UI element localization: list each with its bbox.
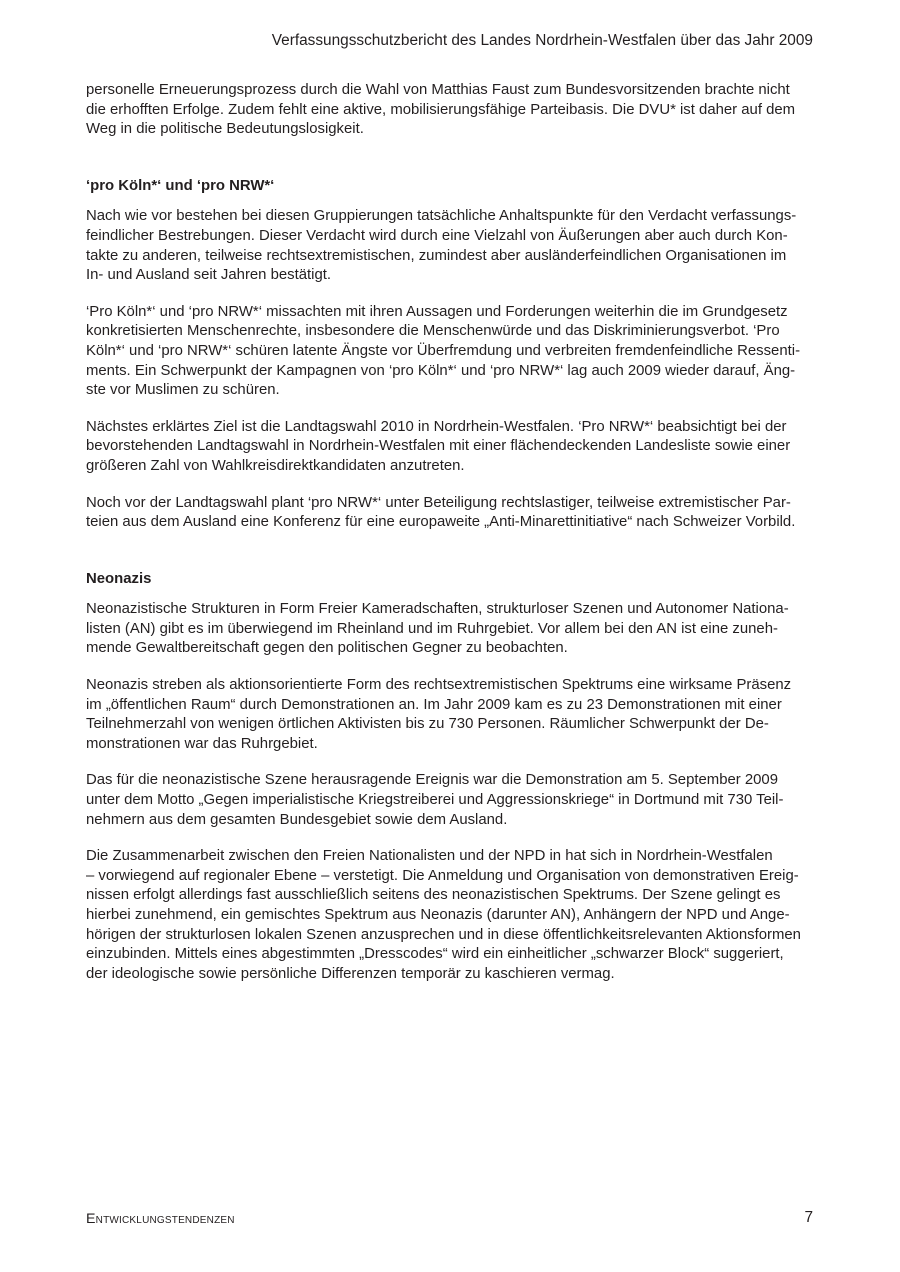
paragraph bbox=[86, 771, 814, 830]
text-line: Die Zusammenarbeit zwischen den Freien Nationalisten und der NPD in hat sich in Nordrhein-Westfalen bbox=[86, 848, 773, 865]
text-line: die erhofften Erfolge. Zudem fehlt eine aktive, mobilisierungsfähige Parteibasis. Die DVU* ist daher auf dem bbox=[86, 101, 796, 118]
text-line: personelle Erneuerungsprozess durch die Wahl von Matthias Faust zum Bundesvorsitzenden brachte nicht bbox=[86, 82, 790, 98]
text-line: im „öffentlichen Raum“ durch Demonstrationen an. Im Jahr 2009 kam es zu 23 Demonstrationen mit einer bbox=[86, 696, 782, 713]
text-line: Teilnehmerzahl von wenigen örtlichen Aktivisten bis zu 730 Personen. Räumlicher Schwerpunkt der De- bbox=[86, 716, 769, 733]
page-number: 7 bbox=[804, 1209, 813, 1226]
text-line: Das für die neonazistische Szene herausragende Ereignis war die Demonstration am 5. September 2009 bbox=[86, 772, 778, 789]
text-line: monstrationen war das Ruhrgebiet. bbox=[86, 735, 318, 752]
text-line: ste vor Muslimen zu schüren. bbox=[86, 382, 280, 399]
footer-section-label: Entwicklungstendenzen bbox=[86, 1211, 235, 1227]
text-line: ments. Ein Schwerpunkt der Kampagnen von ‘pro Köln*‘ und ‘pro NRW*‘ lag auch 2009 wieder darauf, Äng- bbox=[86, 362, 796, 379]
text-line: Nächstes erklärtes Ziel ist die Landtagswahl 2010 in Nordrhein-Westfalen. ‘Pro NRW*‘ beabsichtigt bei der bbox=[86, 418, 787, 435]
paragraph bbox=[86, 303, 814, 401]
running-header: Verfassungsschutzbericht des Landes Nordrhein-Westfalen über das Jahr 2009 bbox=[271, 32, 813, 49]
text-line: Köln*‘ und ‘pro NRW*‘ schüren latente Ängste vor Überfremdung und verbreiten fremdenfeindliche Ressenti- bbox=[86, 342, 801, 359]
text-line: nissen erfolgt allerdings fast ausschließlich seitens des neonazistischen Spektrums. Der Szene gelingt es bbox=[86, 887, 781, 904]
text-line: bevorstehenden Landtagswahl in Nordrhein-Westfalen mit einer flächendeckenden Landesliste sowie einer bbox=[86, 438, 791, 455]
paragraph bbox=[86, 676, 814, 754]
text-line: Neonazistische Strukturen in Form Freier Kameradschaften, strukturloser Szenen und Autonomer Nationa- bbox=[86, 601, 789, 618]
text-line: hierbei zunehmend, ein gemischtes Spektrum aus Neonazis (darunter AN), Anhängern der NPD und Ange- bbox=[86, 907, 790, 923]
text-line: feindlicher Bestrebungen. Dieser Verdacht wird durch eine Vielzahl von Äußerungen aber auch durch Kon- bbox=[86, 227, 788, 244]
section-heading-neonazis: Neonazis bbox=[86, 570, 152, 587]
text-line: takte zu anderen, teilweise rechtsextremistischen, zumindest aber ausländerfeindlichen Organisationen im bbox=[86, 247, 787, 264]
section-heading-pro-koeln-pro-nrw: ‘pro Köln*‘ und ‘pro NRW*‘ bbox=[86, 177, 275, 194]
text-line: – vorwiegend auf regionaler Ebene – verstetigt. Die Anmeldung und Organisation von demonstrativen Ereig- bbox=[86, 867, 799, 884]
text-line: Weg in die politische Bedeutungslosigkeit. bbox=[86, 121, 364, 138]
paragraph bbox=[86, 494, 814, 533]
text-line: größeren Zahl von Wahlkreisdirektkandidaten anzutreten. bbox=[86, 457, 465, 474]
paragraph bbox=[86, 600, 814, 659]
text-line: einzubinden. Mittels eines abgestimmten „Dresscodes“ wird ein einheitlicher „schwarzer Block“ suggeriert, bbox=[86, 946, 784, 963]
page-content bbox=[86, 81, 814, 1001]
paragraph bbox=[86, 418, 814, 477]
paragraph bbox=[86, 847, 814, 984]
text-line: listen (AN) gibt es im überwiegend im Rheinland und im Ruhrgebiet. Vor allem bei den AN ist eine zuneh- bbox=[86, 620, 778, 637]
text-line: konkretisierten Menschenrechte, insbesondere die Menschenwürde und das Diskriminierungsverbot. ‘Pro bbox=[86, 323, 780, 340]
text-line: hörigen der strukturlosen lokalen Szenen anzusprechen und in diese öffentlichkeitsrelevanten Aktionsformen bbox=[86, 926, 801, 943]
paragraph bbox=[86, 207, 814, 285]
text-line: In- und Ausland seit Jahren bestätigt. bbox=[86, 267, 332, 284]
text-line: teien aus dem Ausland eine Konferenz für eine europaweite „Anti-Minarettinitiative“ nach Schweizer Vorbild. bbox=[86, 514, 796, 531]
text-line: Nach wie vor bestehen bei diesen Gruppierungen tatsächliche Anhaltspunkte für den Verdacht verfassungs- bbox=[86, 208, 797, 225]
text-line: Noch vor der Landtagswahl plant ‘pro NRW*‘ unter Beteiligung rechtslastiger, teilweise extremistischer Par- bbox=[86, 494, 791, 511]
text-line: mende Gewaltbereitschaft gegen den politischen Gegner zu beobachten. bbox=[86, 640, 568, 657]
text-line: der ideologische sowie persönliche Differenzen temporär zu kaschieren vermag. bbox=[86, 965, 615, 982]
text-line: ‘Pro Köln*‘ und ‘pro NRW*‘ missachten mit ihren Aussagen und Forderungen weiterhin die im Grundgesetz bbox=[86, 303, 788, 320]
text-line: Neonazis streben als aktionsorientierte Form des rechtsextremistischen Spektrums eine wirksame Präsenz bbox=[86, 677, 792, 694]
intro-paragraph bbox=[86, 81, 814, 140]
text-line: nehmern aus dem gesamten Bundesgebiet sowie dem Ausland. bbox=[86, 811, 508, 828]
text-line: unter dem Motto „Gegen imperialistische Kriegstreiberei und Aggressionskriege“ in Dortmund mit 730 Teil- bbox=[86, 792, 784, 809]
